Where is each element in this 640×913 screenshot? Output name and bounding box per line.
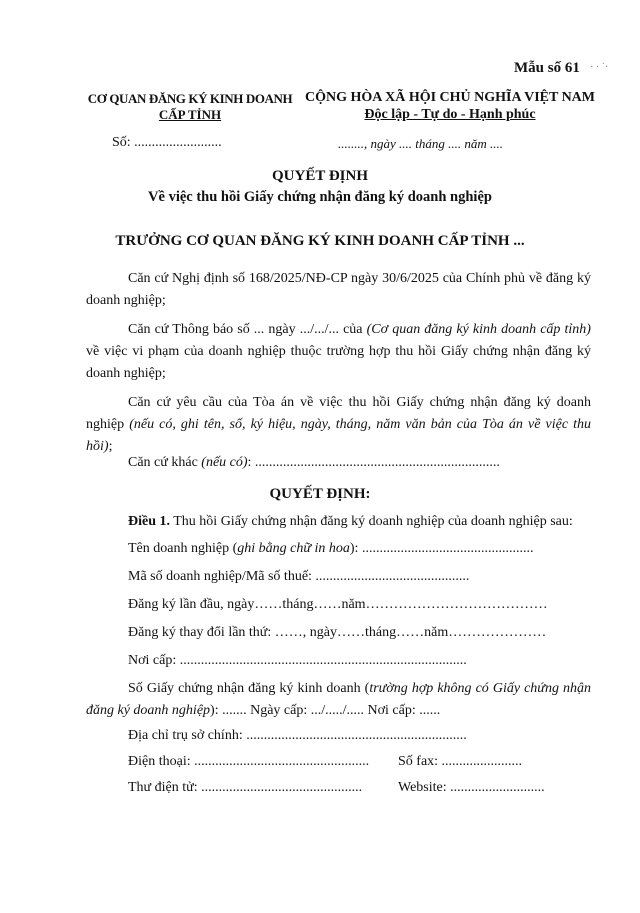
- decision-heading: QUYẾT ĐỊNH:: [269, 486, 371, 502]
- date-line: ........, ngày .... tháng .... năm ....: [338, 136, 504, 151]
- document-subtitle: Về việc thu hồi Giấy chứng nhận đăng ký doanh nghiệp: [148, 189, 492, 205]
- field-first-registration: Đăng ký lần đầu, ngày……tháng……năm…………………………………: [128, 597, 548, 612]
- article-1: Điều 1. Thu hồi Giấy chứng nhận đăng ký doanh nghiệp của doanh nghiệp sau:: [128, 514, 573, 529]
- field-business-certificate: Số Giấy chứng nhận đăng ký kinh doanh (trường hợp không có Giấy chứng nhận đăng ký doanh nghiệp): ....... Ngày cấp: .../...../..... Nơi cấp: ......: [86, 681, 591, 718]
- field-website: Website: ...........................: [398, 780, 545, 795]
- field-email: Thư điện tử: ..............................................: [128, 780, 363, 795]
- field-change-registration: Đăng ký thay đổi lần thứ: ……, ngày……tháng……năm…………………: [128, 625, 547, 640]
- nation-name: CỘNG HÒA XÃ HỘI CHỦ NGHĨA VIỆT NAM: [304, 90, 595, 105]
- field-head-office: Địa chỉ trụ sở chính: ...............................................................: [128, 728, 467, 743]
- agency-name: CƠ QUAN ĐĂNG KÝ KINH DOANH: [87, 91, 293, 106]
- field-issue-place: Nơi cấp: ..................................................................................: [128, 653, 467, 668]
- agency-level: CẤP TỈNH: [158, 107, 222, 122]
- field-fax: Số fax: .......................: [398, 754, 523, 769]
- field-company-name: Tên doanh nghiệp (ghi bằng chữ in hoa): .................................................: [128, 541, 534, 556]
- form-number: Mẫu số 61: [514, 60, 580, 76]
- field-phone: Điện thoại: ..................................................: [128, 754, 370, 769]
- issuing-authority: TRƯỞNG CƠ QUAN ĐĂNG KÝ KINH DOANH CẤP TỈNH ...: [115, 233, 525, 249]
- corner-mark: · · ˙·: [590, 62, 609, 73]
- basis-notice: Căn cứ Thông báo số ... ngày .../.../... của (Cơ quan đăng ký kinh doanh cấp tỉnh) về việc vi phạm của doanh nghiệp thuộc trường hợp thu hồi Giấy chứng nhận đăng ký doanh nghiệp;: [86, 322, 591, 381]
- basis-decree: Căn cứ Nghị định số 168/2025/NĐ-CP ngày 30/6/2025 của Chính phủ về đăng ký doanh nghiệp;: [86, 271, 591, 308]
- document-number: Số: .........................: [112, 135, 222, 150]
- document-title: QUYẾT ĐỊNH: [272, 168, 368, 184]
- basis-other: Căn cứ khác (nếu có): ......................................................................: [128, 455, 500, 470]
- nation-motto: Độc lập - Tự do - Hạnh phúc: [364, 107, 536, 122]
- field-tax-code: Mã số doanh nghiệp/Mã số thuế: ............................................: [128, 569, 470, 584]
- basis-court: Căn cứ yêu cầu của Tòa án về việc thu hồi Giấy chứng nhận đăng ký doanh nghiệp (nếu có, ghi tên, số, ký hiệu, ngày, tháng, năm văn bản của Tòa án về việc thu hồi);: [86, 395, 591, 454]
